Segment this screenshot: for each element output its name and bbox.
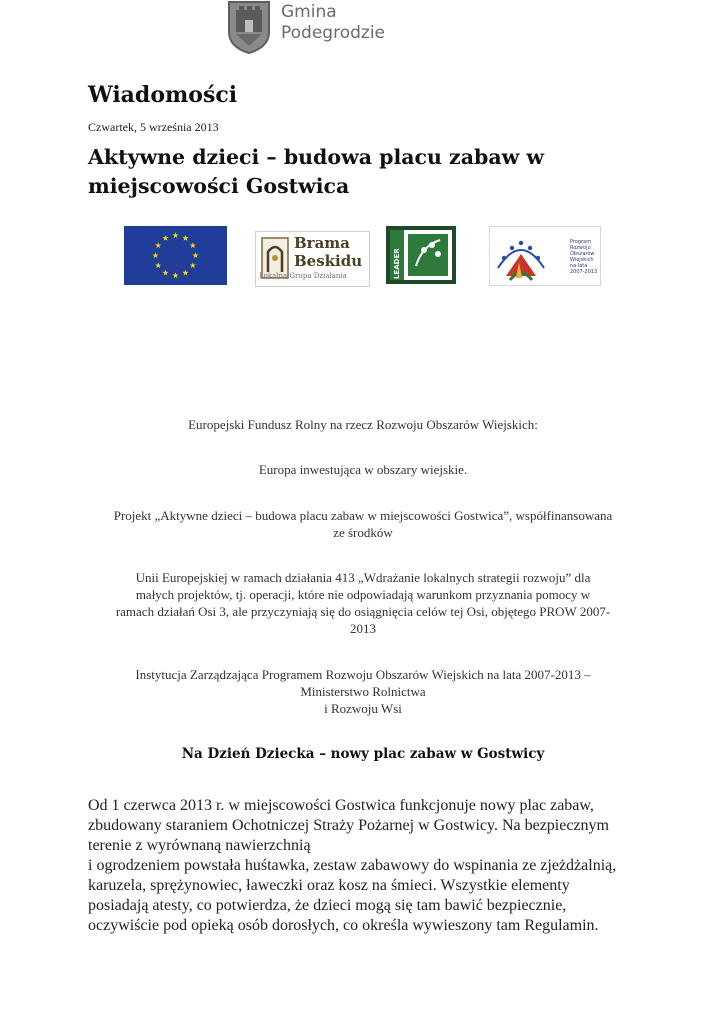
prow-emblem-icon [492, 228, 550, 284]
article-subheading: Na Dzień Dziecka – nowy plac zabaw w Gostwicy [181, 746, 545, 762]
funding-paragraph-3-line-2: ze środków [333, 525, 393, 540]
prow-line-1: Program [570, 239, 592, 245]
prow-line-2: Rozwoju [570, 245, 591, 251]
funding-paragraph-4-line-2: małych projektów, tj. operacji, które nie odpowiadają warunkom przyznania pomocy w [135, 587, 591, 602]
article-date: Czwartek, 5 września 2013 [88, 120, 219, 134]
brama-beskidu-line-2: Beskidu [294, 252, 363, 270]
eu-flag-logo [124, 226, 227, 285]
brama-beskidu-logo [255, 231, 370, 287]
article-title-line-1: Aktywne dzieci – budowa placu zabaw w [88, 145, 545, 169]
funding-paragraph-4-line-1: Unii Europejskiej w ramach działania 413 „Wdrażanie lokalnych strategii rozwoju” dla [135, 570, 591, 585]
funding-paragraph-5-line-3: i Rozwoju Wsi [324, 701, 402, 716]
leader-text: LEADER [393, 248, 401, 279]
body-line-7: oczywiście pod opieką osób dorosłych, co określa wywieszony tam Regulamin. [88, 917, 599, 934]
funding-paragraph-5-line-2: Ministerstwo Rolnictwa [300, 684, 426, 699]
article-body [88, 796, 648, 936]
brand-line-2: Podegrodzie [281, 23, 386, 43]
prow-line-4: Wiejskich [570, 257, 594, 263]
funding-paragraph-3 [88, 507, 638, 541]
coat-of-arms-icon [227, 0, 271, 54]
body-line-5: karuzela, sprężynowiec, ławeczki oraz kosz na śmieci. Wszystkie elementy [88, 877, 570, 894]
funding-paragraph-3-line-1: Projekt „Aktywne dzieci – budowa placu zabaw w miejscowości Gostwica”, współfinansowana [113, 508, 613, 523]
prow-line-5: na lata 2007-2013 [570, 263, 598, 275]
funding-paragraph-4-line-4: 2013 [350, 621, 376, 636]
prow-line-3: Obszarów [570, 251, 595, 257]
funding-paragraph-5-line-1: Instytucja Zarządzająca Programem Rozwoju Obszarów Wiejskich na lata 2007-2013 – [135, 667, 591, 682]
article-title-line-2: miejscowości Gostwica [88, 174, 350, 198]
body-line-1: Od 1 czerwca 2013 r. w miejscowości Gostwica funkcjonuje nowy plac zabaw, [88, 797, 594, 814]
funding-paragraph-2: Europa inwestująca w obszary wiejskie. [258, 462, 468, 477]
body-line-4: i ogrodzeniem powstała huśtawka, zestaw zabawowy do wspinania ze zjeżdżalnią, [88, 857, 617, 874]
body-line-6: posiadają atesty, co potwierdza, że dzieci mogą się tam bawić bezpiecznie, [88, 897, 567, 914]
prow-text-block [570, 239, 600, 275]
funding-paragraph-4-line-3: ramach działań Osi 3, ale przyczyniają się do osiągnięcia celów tej Osi, objętego PROW 2007- [115, 604, 611, 619]
article-title [88, 143, 648, 201]
funding-paragraph-4 [88, 569, 638, 637]
site-brand-name [281, 2, 385, 44]
brand-line-1: Gmina [281, 2, 337, 22]
section-title: Wiadomości [88, 82, 238, 108]
eu-flag-icon [124, 226, 227, 285]
funding-paragraph-5 [88, 666, 638, 717]
leader-logo [386, 226, 456, 284]
site-logo[interactable] [225, 0, 425, 56]
funding-paragraph-1: Europejski Fundusz Rolny na rzecz Rozwoju Obszarów Wiejskich: [188, 417, 538, 432]
brama-beskidu-subtitle: Lokalna Grupa Działania [259, 272, 347, 280]
body-line-3: terenie z wyrównaną nawierzchnią [88, 837, 311, 854]
brama-beskidu-line-1: Brama [294, 234, 350, 252]
body-line-2: zbudowany staraniem Ochotniczej Straży Pożarnej w Gostwicy. Na bezpiecznym [88, 817, 609, 834]
prow-logo [489, 226, 601, 286]
